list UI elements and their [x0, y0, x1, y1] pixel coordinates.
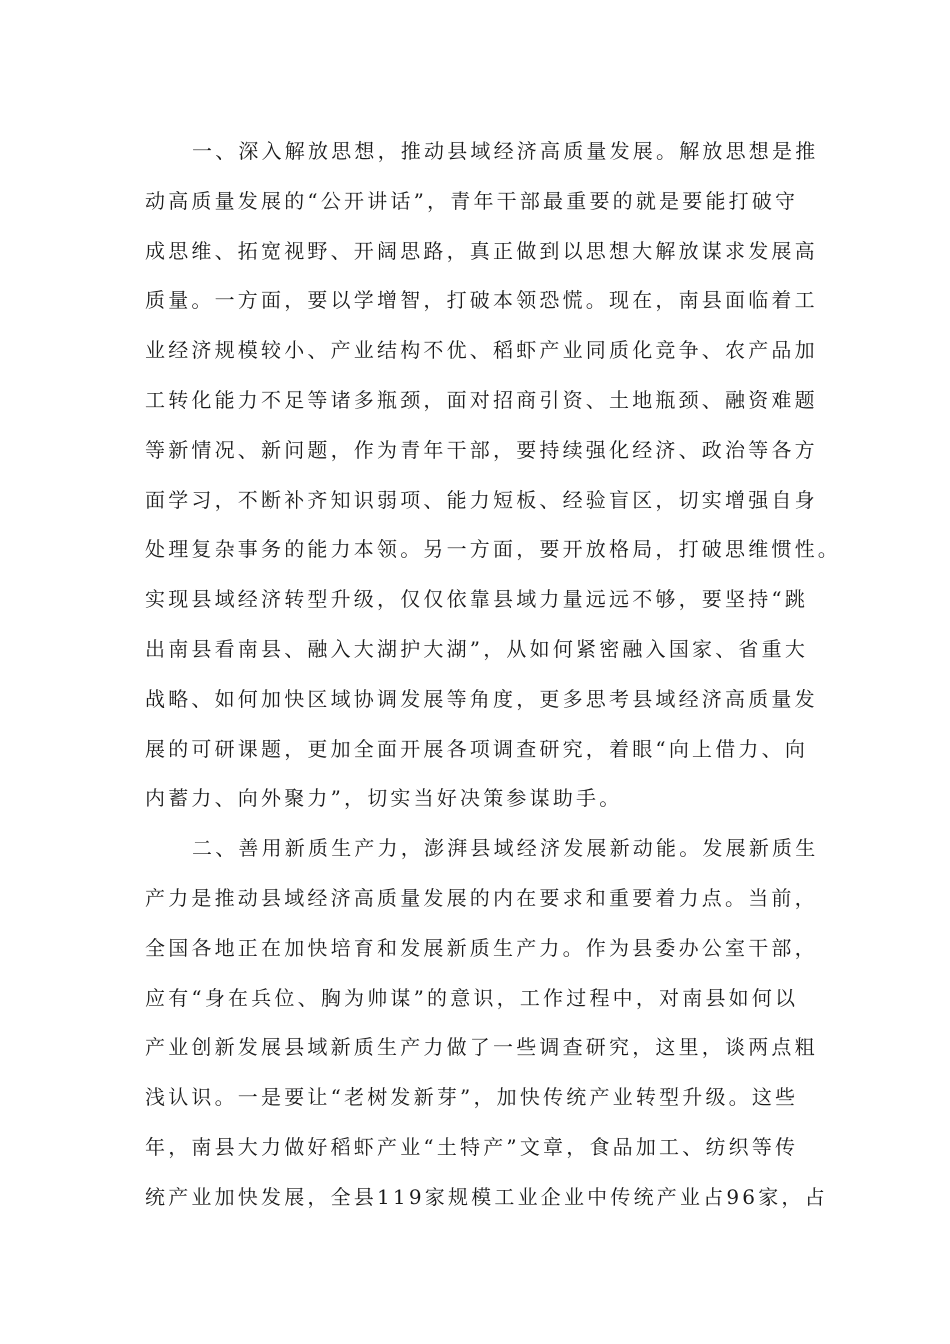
- paragraph-2-line: 全国各地正在加快培育和发展新质生产力。作为县委办公室干部，: [145, 935, 818, 960]
- paragraph-2-line: 年，南县大力做好稻虾产业“土特产”文章，食品加工、纺织等传: [145, 1134, 799, 1159]
- paragraph-1-line: 等新情况、新问题，作为青年干部，要持续强化经济、政治等各方: [145, 437, 818, 462]
- paragraph-1-line: 业经济规模较小、产业结构不优、稻虾产业同质化竞争、农产品加: [145, 338, 818, 363]
- paragraph-1-line: 工转化能力不足等诸多瓶颈，面对招商引资、土地瓶颈、融资难题: [145, 387, 818, 412]
- paragraph-1-line: 一、深入解放思想，推动县域经济高质量发展。解放思想是推: [192, 139, 819, 163]
- paragraph-2-line: 浅认识。一是要让“老树发新芽”，加快传统产业转型升级。这些: [145, 1085, 799, 1110]
- paragraph-1-line: 出南县看南县、融入大湖护大湖”，从如何紧密融入国家、省重大: [145, 636, 809, 661]
- paragraph-1-line: 质量。一方面，要以学增智，打破本领恐慌。现在，南县面临着工: [145, 288, 818, 313]
- paragraph-1-line: 展的可研课题，更加全面开展各项调查研究，着眼“向上借力、向: [145, 736, 809, 761]
- paragraph-2-line: 统产业加快发展，全县119家规模工业企业中传统产业占96家，占: [145, 1184, 828, 1209]
- paragraph-2-line: 应有“身在兵位、胸为帅谋”的意识，工作过程中，对南县如何以: [145, 985, 799, 1010]
- paragraph-1-line: 面学习，不断补齐知识弱项、能力短板、经验盲区，切实增强自身: [145, 487, 818, 512]
- paragraph-1-line: 实现县域经济转型升级，仅仅依靠县域力量远远不够，要坚持“跳: [145, 587, 809, 612]
- paragraph-1-line: 处理复杂事务的能力本领。另一方面，要开放格局，打破思维惯性。: [145, 537, 841, 562]
- document-body: [145, 127, 841, 1223]
- paragraph-1-line: 内蓄力、向外聚力”，切实当好决策参谋助手。: [145, 786, 623, 811]
- paragraph-2-line: 二、善用新质生产力，澎湃县域经济发展新动能。发展新质生: [192, 836, 819, 861]
- paragraph-1-line: 成思维、拓宽视野、开阔思路，真正做到以思想大解放谋求发展高: [145, 238, 818, 263]
- paragraph-1-line: 动高质量发展的“公开讲话”，青年干部最重要的就是要能打破守: [145, 188, 799, 213]
- paragraph-2-line: 产力是推动县域经济高质量发展的内在要求和重要着力点。当前，: [145, 885, 818, 910]
- paragraph-1-line: 战略、如何加快区域协调发展等角度，更多思考县域经济高质量发: [145, 686, 818, 711]
- paragraph-2-line: 产业创新发展县域新质生产力做了一些调查研究，这里，谈两点粗: [145, 1035, 818, 1060]
